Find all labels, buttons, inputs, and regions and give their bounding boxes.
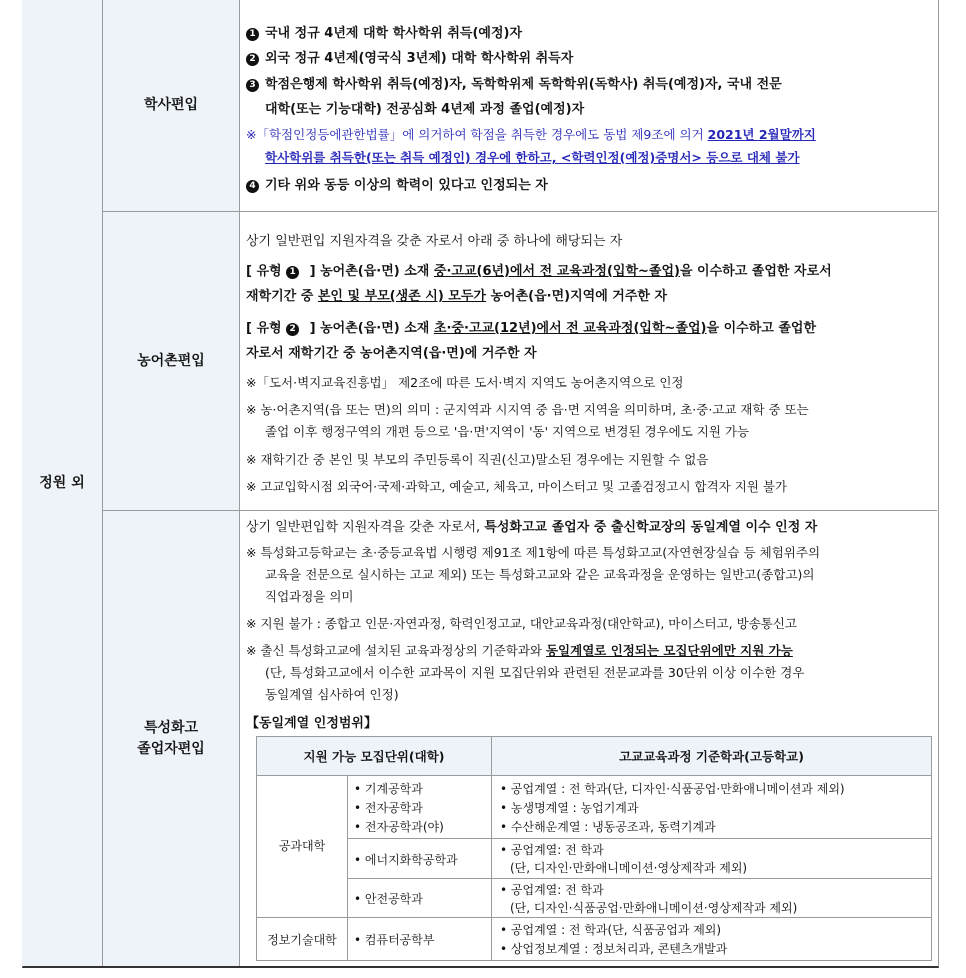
- same-field-table: [256, 736, 932, 961]
- bachelor-item-4: 4 기타 위와 동등 이상의 학력이 있다고 인정되는 자: [246, 174, 548, 193]
- table-grid: [257, 917, 931, 918]
- std-line: • 수산해운계열 : 냉동공조과, 동력기계과: [500, 820, 716, 834]
- rural-type1-line2: 재학기간 중 본인 및 부모(생존 시) 모두가 농어촌(읍·면)지역에 거주한 자: [246, 289, 668, 304]
- dept-electronic: • 전자공학과: [354, 801, 423, 815]
- dept-energy-chem: • 에너지화학공학과: [354, 853, 458, 867]
- section-rural-label: 농어촌편입: [137, 352, 205, 369]
- rural-type2-line1: [ 유형 2 ] 농어촌(읍·면) 소재 초·중·고교(12년)에서 전 교육과정(입학~졸업)을 이수하고 졸업한: [246, 321, 817, 336]
- table-head-right: 고교교육과정 기준학과(고등학교): [492, 737, 931, 776]
- table-grid: [347, 775, 348, 960]
- bachelor-item-1: 1 국내 정규 4년제 대학 학사학위 취득(예정)자: [246, 22, 522, 41]
- bachelor-note-line1: ※「학점인정등에관한법률」에 의거하여 학점을 취득한 경우에도 동법 제9조에 의거 2021년 2월말까지: [246, 127, 816, 142]
- college-engineering: 공과대학: [278, 839, 326, 853]
- dept-safety: • 안전공학과: [354, 892, 423, 906]
- bachelor-item-3: 3 학점은행제 학사학위 취득(예정)자, 독학학위제 독학학위(독학사) 취득(예정)자, 국내 전문: [246, 73, 782, 92]
- vocational-note-3-cont: 동일계열 심사하여 인정): [265, 687, 399, 702]
- vocational-intro: 상기 일반편입학 지원자격을 갖춘 자로서, 특성화고교 졸업자 중 출신학교장의 동일계열 이수 인정 자: [246, 520, 818, 535]
- section-bachelor-label: 학사편입: [143, 97, 199, 113]
- range-title: 【동일계열 인정범위】: [246, 716, 377, 731]
- std-line: (단, 디자인·식품공업·만화애니메이션·영상제작과 제외): [510, 901, 798, 915]
- std-line: • 공업계열: 전 학과: [500, 843, 604, 857]
- rural-note-1: ※「도서·벽지교육진흥법」 제2조에 따른 도서·벽지 지역도 농어촌지역으로 인정: [246, 375, 684, 390]
- table-grid: [491, 737, 492, 960]
- dept-electronic-night: • 전자공학과(야): [354, 820, 444, 834]
- rural-type2-line2: 자로서 재학기간 중 농어촌지역(읍·면)에 거주한 자: [246, 346, 537, 361]
- category-cell: [22, 0, 103, 966]
- vocational-note-3: ※ 출신 특성화고교에 설치된 교육과정상의 기준학과와 동일계열로 인정되는 모집단위에만 지원 가능: [246, 643, 793, 658]
- section-vocational: [103, 511, 240, 966]
- section-rural: [103, 212, 240, 511]
- std-line: • 농생명계열 : 농업기계과: [500, 801, 639, 815]
- bachelor-item-2: 2 외국 정규 4년제(영국식 3년제) 대학 학사학위 취득자: [246, 47, 573, 66]
- bachelor-item-3-cont: 대학(또는 기능대학) 전공심화 4년제 과정 졸업(예정)자: [265, 102, 585, 117]
- section-vocational-label: 특성화고 졸업자편입: [137, 719, 205, 757]
- rural-note-4: ※ 고교입학시점 외국어·국제·과학고, 예술고, 체육고, 마이스터고 및 고졸검정고시 합격자 지원 불가: [246, 479, 788, 494]
- section-bachelor: [103, 0, 240, 212]
- std-line: • 공업계열: 전 학과: [500, 883, 604, 897]
- table-head-left: 지원 가능 모집단위(대학): [257, 737, 492, 776]
- dept-computer: • 컴퓨터공학부: [354, 933, 435, 947]
- vocational-note-1-cont: 직업과정을 의미: [265, 589, 354, 604]
- std-line: • 상업정보계열 : 정보처리과, 콘텐츠개발과: [500, 942, 728, 956]
- std-line: • 공업계열 : 전 학과(단, 식품공업과 제외): [500, 923, 722, 937]
- rural-content: [246, 212, 934, 510]
- rural-note-3: ※ 재학기간 중 본인 및 부모의 주민등록이 직권(신고)말소된 경우에는 지원할 수 없음: [246, 452, 709, 467]
- vocational-note-1: ※ 특성화고등학교는 초·중등교육법 시행령 제91조 제1항에 따른 특성화고교(자연현장실습 등 체험위주의: [246, 545, 821, 560]
- vocational-content: [246, 511, 934, 731]
- std-line: • 공업계열 : 전 학과(단, 디자인·식품공업·만화애니메이션과 제외): [500, 782, 845, 796]
- rural-intro: 상기 일반편입 지원자격을 갖춘 자로서 아래 중 하나에 해당되는 자: [246, 234, 623, 249]
- bachelor-content: [246, 0, 934, 211]
- vocational-note-1-cont: 교육을 전문으로 실시하는 고교 제외) 또는 특성화고교와 같은 교육과정을 운영하는 일반고(종합고)의: [265, 567, 815, 582]
- bachelor-note-line2: 학사학위를 취득한(또는 취득 예정인) 경우에 한하고, <학력인정(예정)증명서> 등으로 대체 불가: [265, 150, 800, 165]
- std-line: (단, 디자인·만화애니메이션·영상제작과 제외): [510, 861, 748, 875]
- rural-note-2: ※ 농·어촌지역(읍 또는 면)의 의미 : 군지역과 시지역 중 읍·면 지역을 의미하며, 초·중·고교 재학 중 또는: [246, 402, 809, 417]
- vocational-note-3-cont: (단, 특성화고교에서 이수한 교과목이 지원 모집단위와 관련된 전문교과를 30단위 이상 이수한 경우: [265, 665, 805, 680]
- vocational-note-2: ※ 지원 불가 : 종합고 인문·자연과정, 학력인정고교, 대안교육과정(대안학교), 마이스터고, 방송통신고: [246, 616, 797, 631]
- dept-mechanical: • 기계공학과: [354, 782, 423, 796]
- rural-type1-line1: [ 유형 1 ] 농어촌(읍·면) 소재 중·고교(6년)에서 전 교육과정(입학~졸업)을 이수하고 졸업한 자로서: [246, 264, 832, 279]
- table-grid: [347, 838, 931, 839]
- college-it: 정보기술대학: [267, 933, 337, 947]
- table-grid: [347, 878, 931, 879]
- category-label: 정원 외: [39, 475, 85, 491]
- rural-note-2-cont: 졸업 이후 행정구역의 개편 등으로 '읍·면'지역이 '동' 지역으로 변경된 경우에도 지원 가능: [265, 424, 750, 439]
